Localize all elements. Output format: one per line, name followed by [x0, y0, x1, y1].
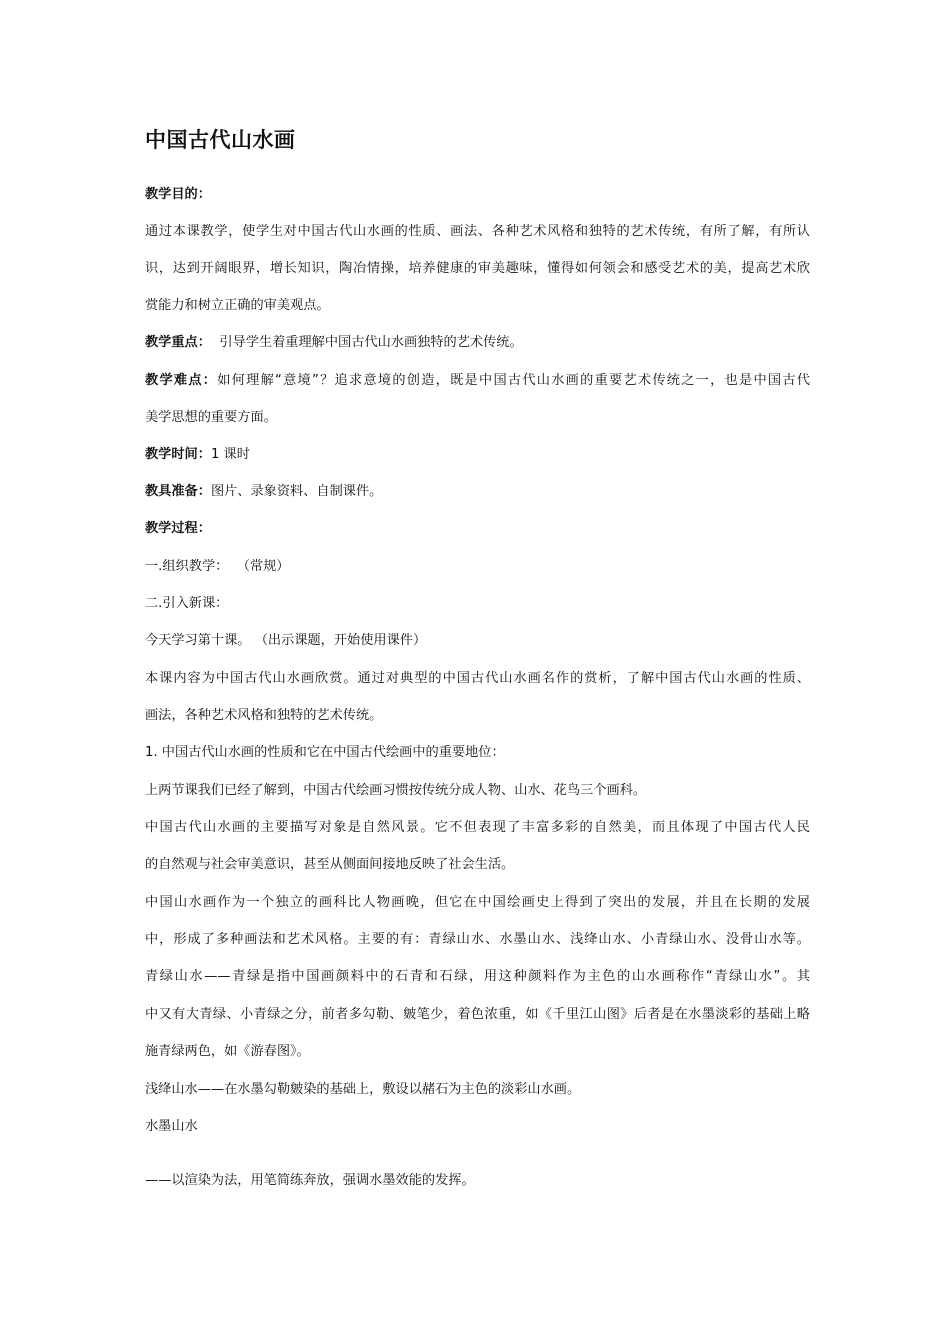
- difficulty-line-2: 美学思想的重要方面。: [145, 410, 277, 425]
- objective-heading: 教学目的：: [145, 187, 211, 202]
- difficulty-line-1: [145, 372, 810, 390]
- paragraph-6-title: 水墨山水: [145, 1119, 198, 1134]
- focus-label: 教学重点：: [145, 335, 211, 350]
- paragraph-2-line-1: 中国古代山水画的主要描写对象是自然风景。它不但表现了丰富多彩的自然美，而且体现了中国古代人民: [145, 820, 810, 835]
- paragraph-3-line-2: 中，形成了多种画法和艺术风格。主要的有：青绿山水、水墨山水、浅绛山水、小青绿山水、没骨山水等。: [145, 932, 810, 947]
- paragraph-4-line-1: 青绿山水——青绿是指中国画颜料中的石青和石绿，用这种颜料作为主色的山水画称作“青绿山水”。其: [145, 969, 810, 984]
- paragraph-4-line-2: 中又有大青绿、小青绿之分，前者多勾勒、皴笔少，着色浓重，如《千里江山图》后者是在水墨淡彩的基础上略: [145, 1007, 810, 1022]
- intro-paragraph-2-line-1: 本课内容为中国古代山水画欣赏。通过对典型的中国古代山水画名作的赏析，了解中国古代山水画的性质、: [145, 671, 810, 686]
- step-introduce: 二.引入新课：: [145, 596, 229, 611]
- process-heading: 教学过程：: [145, 521, 211, 536]
- paragraph-5: 浅绛山水——在水墨勾勒皴染的基础上，敷设以赭石为主色的淡彩山水画。: [145, 1082, 581, 1097]
- paragraph-6-body: ——以渲染为法，用笔简练奔放，强调水墨效能的发挥。: [145, 1173, 475, 1188]
- difficulty-text: 如何理解“意境”？追求意境的创造，既是中国古代山水画的重要艺术传统之一，也是中国古代: [217, 373, 810, 388]
- paragraph-1: 上两节课我们已经了解到，中国古代绘画习惯按传统分成人物、山水、花鸟三个画科。: [145, 783, 647, 798]
- tools-label: 教具准备：: [145, 484, 211, 499]
- intro-paragraph-2-line-2: 画法，各种艺术风格和独特的艺术传统。: [145, 708, 383, 723]
- time-label: 教学时间：: [145, 447, 211, 462]
- intro-paragraph-1: 今天学习第十课。 （出示课题，开始使用课件）: [145, 633, 427, 648]
- difficulty-label: 教学难点：: [145, 373, 218, 388]
- focus-paragraph: [145, 334, 810, 352]
- document-title: 中国古代山水画: [145, 128, 296, 152]
- focus-text: 引导学生着重理解中国古代山水画独特的艺术传统。: [210, 335, 523, 350]
- time-paragraph: [145, 446, 810, 464]
- step-organize: 一.组织教学： （常规）: [145, 559, 290, 574]
- time-text: 1 课时: [210, 447, 250, 462]
- tools-text: 图片、录象资料、自制课件。: [210, 484, 383, 499]
- paragraph-3-line-1: 中国山水画作为一个独立的画科比人物画晚，但它在中国绘画史上得到了突出的发展，并且在长期的发展: [145, 895, 810, 910]
- objective-line-3: 赏能力和树立正确的审美观点。: [145, 298, 330, 313]
- objective-line-1: 通过本课教学，使学生对中国古代山水画的性质、画法、各种艺术风格和独特的艺术传统，有所了解，有所认: [145, 224, 810, 239]
- tools-paragraph: [145, 483, 810, 501]
- paragraph-4-line-3: 施青绿两色，如《游春图》。: [145, 1044, 310, 1059]
- objective-line-2: 识，达到开阔眼界，增长知识，陶冶情操，培养健康的审美趣味，懂得如何领会和感受艺术的美，提高艺术欣: [145, 261, 810, 276]
- paragraph-2-line-2: 的自然观与社会审美意识，甚至从侧面间接地反映了社会生活。: [145, 857, 515, 872]
- section-1-heading: 1. 中国古代山水画的性质和它在中国古代绘画中的重要地位：: [145, 745, 505, 760]
